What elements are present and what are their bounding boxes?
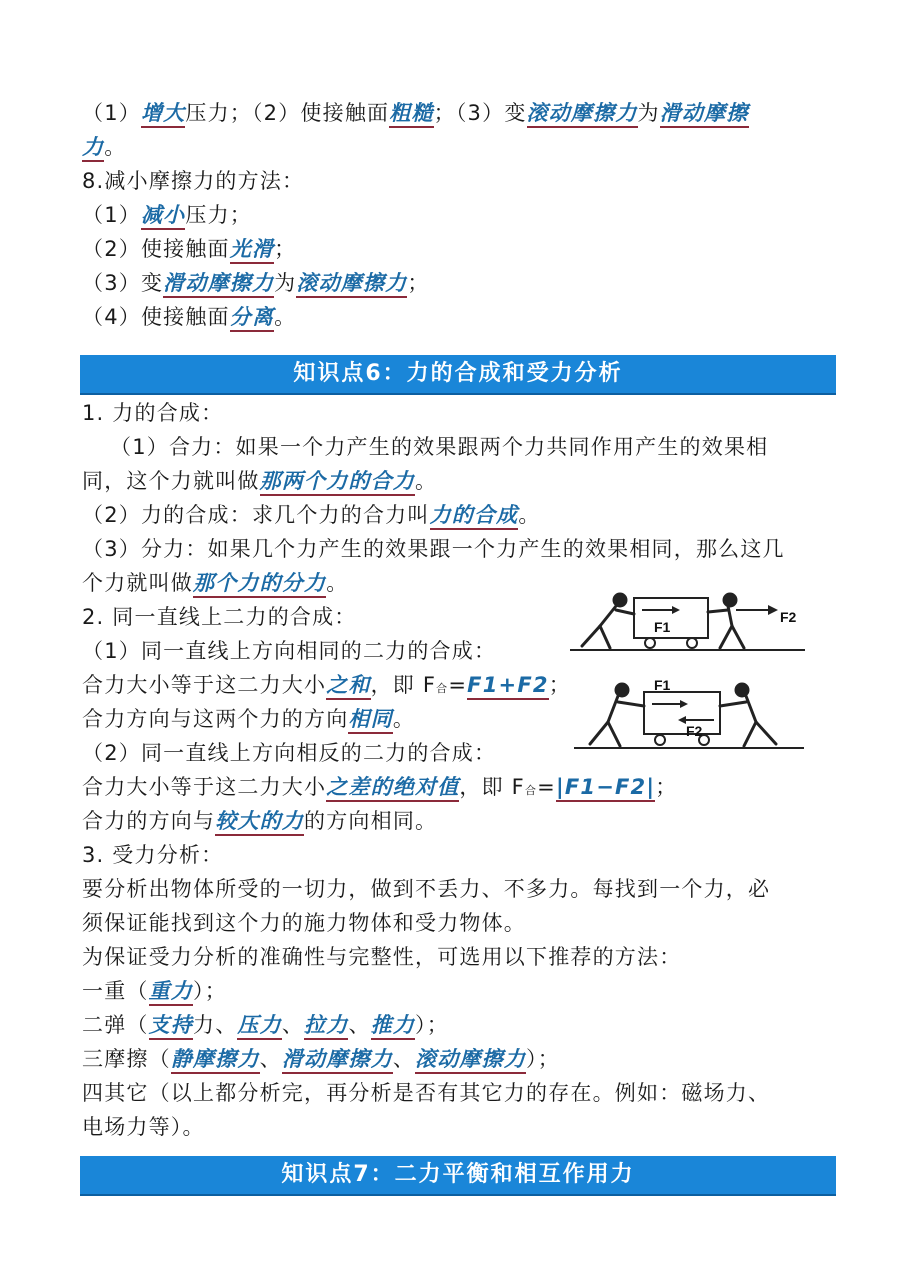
- s6-line-12: [82, 772, 677, 806]
- text: 一重（: [82, 979, 149, 1003]
- s6-line-7: 2. 同一直线上二力的合成：: [82, 605, 357, 629]
- subscript: 合: [436, 682, 449, 695]
- text: 三摩擦（: [82, 1047, 171, 1071]
- text: 。: [415, 469, 438, 493]
- s6-line-22: 电场力等）。: [82, 1115, 205, 1139]
- s6-line-20: [82, 1044, 560, 1074]
- s6-line-14: 3. 受力分析：: [82, 843, 224, 867]
- keyword: 重力: [149, 979, 193, 1006]
- pulling-person: [708, 594, 744, 648]
- keyword: 光滑: [230, 237, 274, 264]
- text: （1）: [82, 101, 141, 125]
- cart-box: [634, 598, 708, 638]
- keyword: 力: [82, 135, 104, 162]
- text: 。: [392, 707, 416, 731]
- keyword: 静摩擦力: [171, 1047, 260, 1074]
- text: 压力；: [185, 203, 252, 227]
- reduce-friction-title: 8.减小摩擦力的方法：: [82, 169, 305, 193]
- text: 力、: [193, 1013, 238, 1037]
- text: 、: [348, 1013, 371, 1037]
- friction-increase-line-1: [82, 98, 749, 128]
- s6-line-6: [82, 568, 348, 598]
- s6-line-16: 须保证能找到这个力的施力物体和受力物体。: [82, 911, 526, 935]
- s6-line-5: （3）分力：如果几个力产生的效果跟一个力产生的效果相同，那么这几: [82, 537, 785, 561]
- keyword: 推力: [371, 1013, 415, 1040]
- s6-line-4: [82, 500, 541, 530]
- keyword: 增大: [141, 101, 185, 128]
- text: 。: [104, 135, 127, 159]
- keyword: 之和: [326, 673, 370, 700]
- text: 。: [518, 503, 541, 527]
- s6-line-8: （1）同一直线上方向相同的二力的合成：: [82, 639, 497, 663]
- arrowhead: [680, 700, 688, 708]
- f2-label: F2: [686, 723, 703, 739]
- same-direction-forces-figure: [570, 580, 810, 652]
- text: ）；: [193, 979, 227, 1003]
- s6-line-10: [82, 704, 415, 734]
- text: ，即 F: [459, 775, 525, 799]
- s6-line-9: [82, 670, 571, 704]
- text: 同，这个力就叫做: [82, 469, 260, 493]
- arrowhead: [768, 605, 778, 615]
- s6-line-13: [82, 806, 437, 836]
- s6-line-15: 要分析出物体所受的一切力，做到不丢力、不多力。每找到一个力，必: [82, 877, 771, 901]
- left-pushing-person: [590, 684, 644, 746]
- keyword: 滚动摩擦力: [296, 271, 407, 298]
- text: ）；: [526, 1047, 560, 1071]
- keyword: 滑动摩擦: [660, 101, 749, 128]
- reduce-method-2: [82, 234, 296, 264]
- f2-label: F2: [780, 609, 797, 625]
- s6-line-18: [82, 976, 227, 1006]
- keyword: 压力: [237, 1013, 281, 1040]
- reduce-method-1: [82, 200, 252, 230]
- keyword: 滚动摩擦力: [415, 1047, 526, 1074]
- keyword: 减小: [141, 203, 185, 230]
- text: （3）变: [82, 271, 164, 295]
- section-6-banner: 知识点6：力的合成和受力分析: [80, 355, 836, 395]
- text: 、: [392, 1047, 416, 1071]
- text: ；: [548, 673, 571, 697]
- keyword: 较大的力: [215, 809, 304, 836]
- text: （2）使接触面: [82, 237, 230, 261]
- f1-label: F1: [654, 619, 671, 635]
- text: ；（3）变: [433, 101, 527, 125]
- keyword: 那两个力的合力: [260, 469, 415, 496]
- right-pushing-person: [720, 684, 776, 746]
- keyword: 粗糙: [389, 101, 433, 128]
- opposite-direction-forces-figure: [570, 676, 810, 750]
- keyword: 滚动摩擦力: [527, 101, 638, 128]
- arrowhead: [672, 606, 680, 614]
- s6-line-1: 1. 力的合成：: [82, 401, 224, 425]
- keyword: 分离: [230, 305, 274, 332]
- keyword: 滑动摩擦力: [163, 271, 274, 298]
- text: =: [448, 673, 468, 697]
- text: ；: [274, 237, 297, 261]
- text: 为: [637, 101, 660, 125]
- s6-line-21: 四其它（以上都分析完，再分析是否有其它力的存在。例如：磁场力、: [82, 1081, 771, 1105]
- keyword: 相同: [348, 707, 392, 734]
- text: 二弹（: [82, 1013, 149, 1037]
- text: 压力；（2）使接触面: [185, 101, 390, 125]
- friction-increase-line-2: [82, 132, 126, 162]
- arrowhead: [678, 716, 686, 724]
- text: 合力的方向与: [82, 809, 216, 833]
- text: 合力大小等于这二力大小: [82, 775, 327, 799]
- text: ，即 F: [370, 673, 437, 697]
- text: 。: [326, 571, 349, 595]
- keyword: 力的合成: [430, 503, 519, 530]
- text: 合力大小等于这二力大小: [82, 673, 327, 697]
- text: 、: [259, 1047, 282, 1071]
- section-7-banner: 知识点7：二力平衡和相互作用力: [80, 1156, 836, 1196]
- keyword: F1+F2: [467, 673, 549, 700]
- text: 、: [281, 1013, 305, 1037]
- keyword: 之差的绝对值: [326, 775, 459, 802]
- keyword: 拉力: [304, 1013, 348, 1040]
- text: 合力方向与这两个力的方向: [82, 707, 349, 731]
- s6-line-17: 为保证受力分析的准确性与完整性，可选用以下推荐的方法：: [82, 945, 682, 969]
- text: ）；: [415, 1013, 449, 1037]
- s6-line-11: （2）同一直线上方向相反的二力的合成：: [82, 741, 497, 765]
- text: （2）力的合成：求几个力的合力叫: [82, 503, 430, 527]
- text: 。: [274, 305, 297, 329]
- wheel: [645, 638, 655, 648]
- wheel: [687, 638, 697, 648]
- cart-box: [644, 692, 720, 734]
- text: 为: [274, 271, 297, 295]
- reduce-method-4: [82, 302, 296, 332]
- wheel: [655, 735, 665, 745]
- text: （4）使接触面: [82, 305, 230, 329]
- f1-label: F1: [654, 677, 671, 693]
- text: =: [537, 775, 556, 799]
- pushing-person: [582, 594, 634, 648]
- text: 个力就叫做: [82, 571, 193, 595]
- keyword: 支持: [149, 1013, 193, 1040]
- s6-line-2: （1）合力：如果一个力产生的效果跟两个力共同作用产生的效果相: [110, 435, 769, 459]
- subscript: 合: [524, 784, 538, 797]
- s6-line-3: [82, 466, 437, 496]
- text: ；: [407, 271, 430, 295]
- reduce-method-3: [82, 268, 430, 298]
- keyword: |F1−F2|: [556, 775, 655, 802]
- text: （1）: [82, 203, 141, 227]
- keyword: 滑动摩擦力: [282, 1047, 393, 1074]
- keyword: 那个力的分力: [193, 571, 326, 598]
- text: ；: [655, 775, 678, 799]
- s6-line-19: [82, 1010, 449, 1040]
- text: 的方向相同。: [304, 809, 438, 833]
